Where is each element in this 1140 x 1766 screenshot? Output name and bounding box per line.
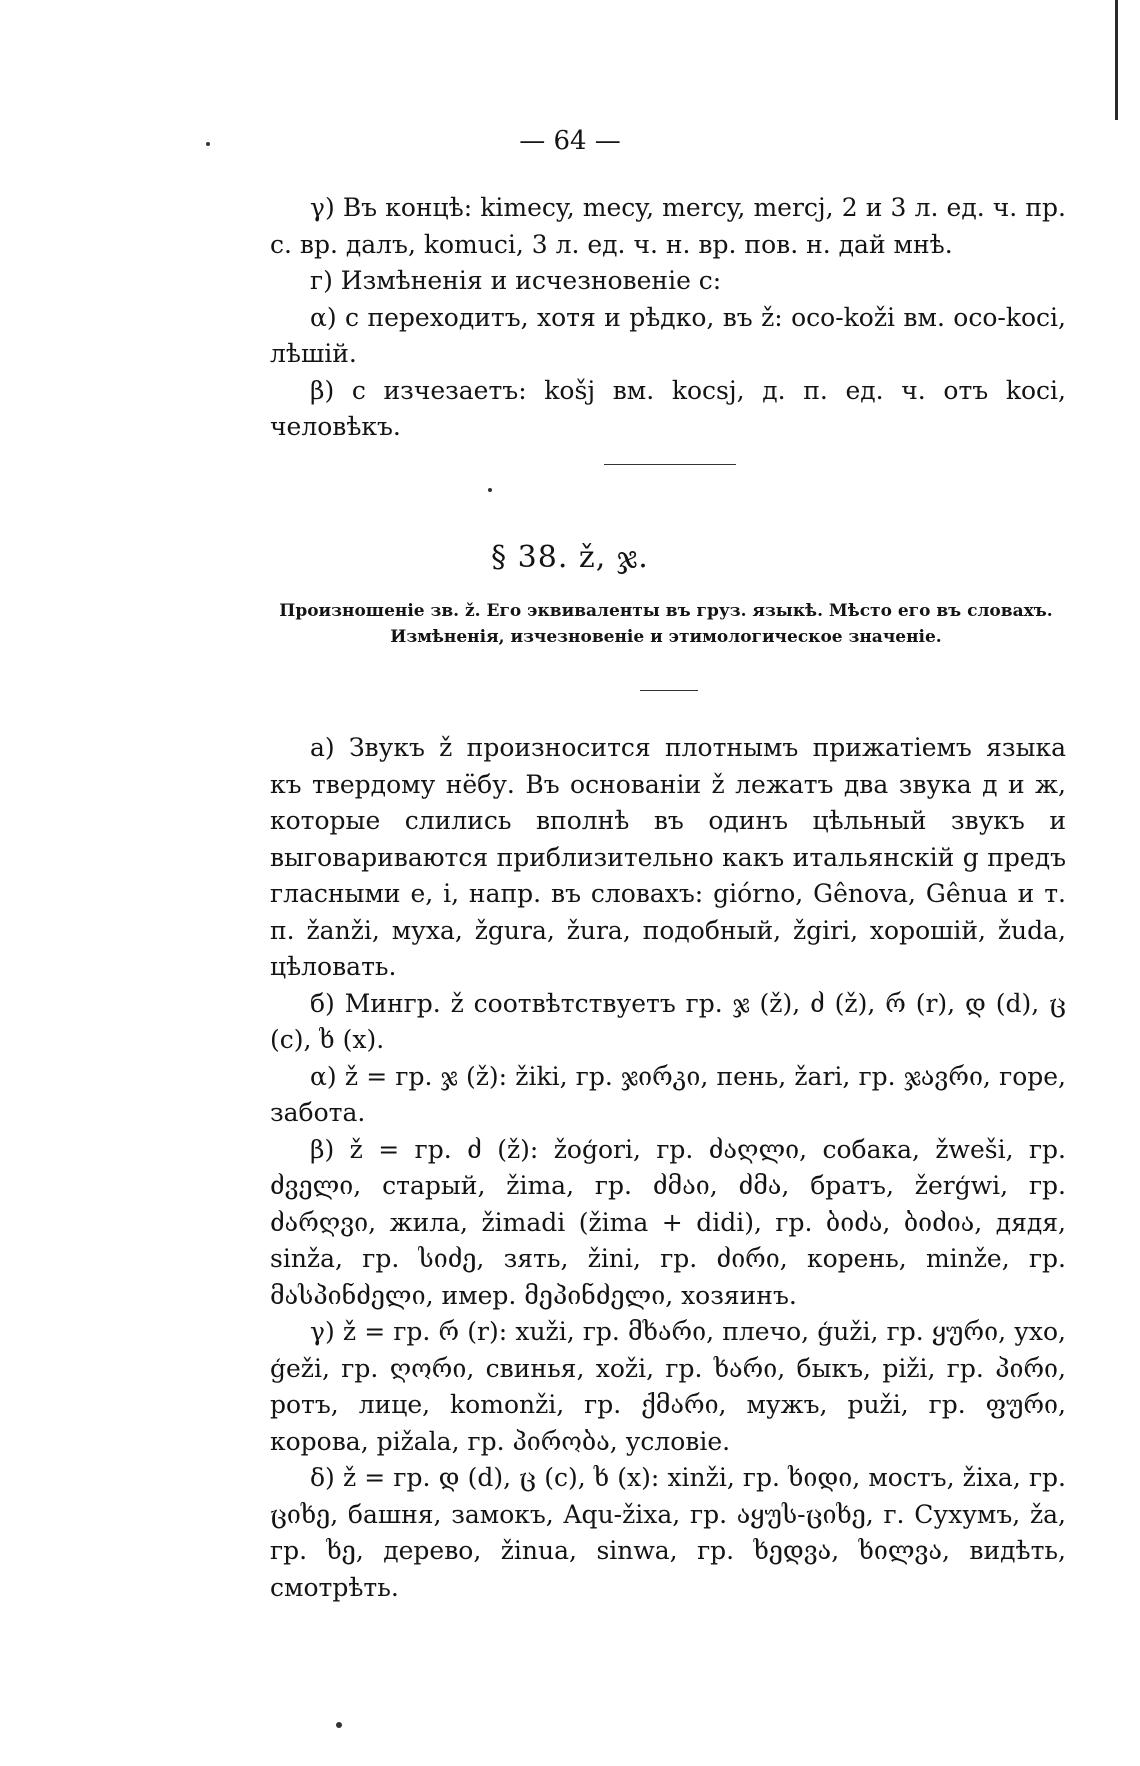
paragraph-alpha-examples: α) ž = гр. ჯ (ž): žiki, гр. ჯირკი, пень, žari, гр. ჯავრი, горе, забота.	[270, 1061, 1066, 1127]
page-number: — 64 —	[519, 126, 621, 156]
paragraph-beta-examples: β) ž = гр. ძ (ž): žoģori, гр. ძაღლი, собака, žweši, гр. ძველი, старый, žima, гр. ძმაი, ძმა, братъ, žerģwi, гр. ძარღვი, жила, žimadi (žima + didi), гр. ბიძა, ბიძია, дядя, sinža, гр. სიძე, зять, žini, гр. ძირი, корень, minže, гр. მასპინძელი, имер. მეპინძელი, хозяинъ.	[270, 1134, 1066, 1310]
section-description-line: Измѣненія, изчезновеніе и этимологическое значеніе.	[390, 627, 942, 647]
paragraph-alpha-transition: α) c переходитъ, хотя и рѣдко, въ ž: oco-koži вм. oco-koci, лѣшій.	[270, 302, 1066, 368]
scan-speck	[488, 488, 492, 492]
lower-text-block	[270, 730, 1066, 1606]
separator-rule	[604, 464, 736, 465]
section-heading: § 38. ž, ჯ.	[491, 540, 649, 575]
paragraph-b-correspondence: б) Мингр. ž соотвѣтствуетъ гр. ჯ (ž), ძ (ž), რ (r), დ (d), ც (c), ხ (x).	[270, 988, 1066, 1054]
paragraph-gamma-examples: γ) ž = гр. რ (r): xuži, гр. მხარი, плечо, ģuži, гр. ყური, ухо, ģeži, гр. ღორი, свинья, xoži, гр. ხარი, быкъ, piži, гр. პირი, ротъ, лице, komonži, гр. ქმარი, мужъ, puži, гр. ფური, корова, pižala, гр. პირობა, условіе.	[270, 1317, 1066, 1456]
section-description-line: Произношеніе зв. ž. Его эквиваленты въ груз. языкѣ. Мѣсто его въ словахъ.	[279, 601, 1053, 621]
paragraph-beta-disappearance: β) c изчезаетъ: košj вм. kocsj, д. п. ед. ч. отъ koci, человѣкъ.	[270, 375, 1066, 441]
paragraph-g-changes: г) Измѣненія и исчезновеніе c:	[310, 266, 722, 295]
upper-text-block	[270, 190, 1066, 446]
paragraph-a-pronunciation: а) Звукъ ž произносится плотнымъ прижатіемъ языка къ твердому нёбу. Въ основаніи ž лежатъ два звука д и ж, которые слились вполнѣ въ одинъ цѣльный звукъ и выговариваются приблизительно какъ итальянскій g предъ гласными e, i, напр. въ словахъ: giórno, Gênova, Gênua и т. п. žanži, муха, žgura, žura, подобный, žgiri, хорошій, žuda, цѣловать.	[270, 733, 1066, 981]
section-description	[260, 598, 1072, 650]
paragraph-delta-examples: δ) ž = гр. დ (d), ც (c), ხ (x): xinži, гр. ხიდი, мостъ, žixa, гр. ციხე, башня, замокъ, Aqu-žixa, гр. აყუს-ციხე, г. Сухумъ, ža, гр. ხე, дерево, žinua, sinwa, гр. ხედვა, ხილვა, видѣть, смотрѣть.	[270, 1463, 1066, 1602]
separator-rule	[640, 690, 698, 691]
scan-edge-line	[1115, 0, 1118, 120]
scan-speck	[336, 1722, 342, 1728]
paragraph-gamma-ending: γ) Въ концѣ: kimecy, mecy, mercy, mercj, 2 и 3 л. ед. ч. пр. с. вр. далъ, komuci, 3 л. ед. ч. н. вр. пов. н. дай мнѣ.	[270, 193, 1066, 259]
